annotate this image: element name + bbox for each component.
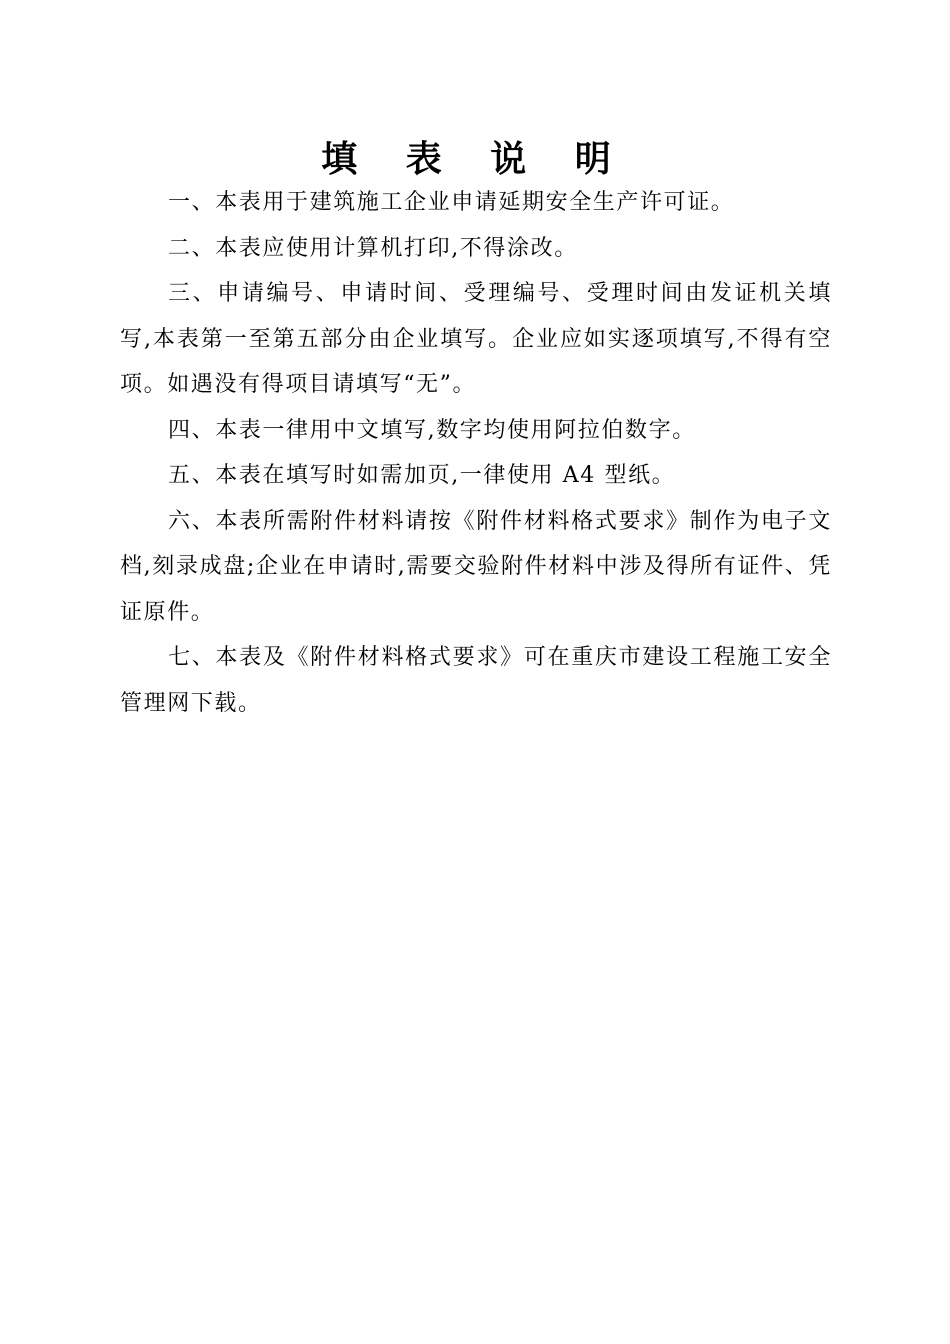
instruction-item-5: 五、本表在填写时如需加页,一律使用 A4 型纸。	[168, 463, 676, 488]
instructions-body	[120, 180, 832, 726]
instruction-item-4: 四、本表一律用中文填写,数字均使用阿拉伯数字。	[168, 417, 696, 443]
instruction-item-6: 六、本表所需附件材料请按《附件材料格式要求》制作为电子文档,刻录成盘;企业在申请时,需要交验附件材料中涉及得所有证件、凭证原件。	[120, 508, 832, 625]
instruction-item-2: 二、本表应使用计算机打印,不得涂改。	[168, 235, 578, 261]
instruction-item-1: 一、本表用于建筑施工企业申请延期安全生产许可证。	[168, 190, 735, 215]
instruction-item-7: 七、本表及《附件材料格式要求》可在重庆市建设工程施工安全管理网下载。	[120, 645, 832, 716]
page-title: 填 表 说 明	[321, 139, 629, 180]
instruction-item-3: 三、申请编号、申请时间、受理编号、受理时间由发证机关填写,本表第一至第五部分由企业填写。企业应如实逐项填写,不得有空项。如遇没有得项目请填写“无”。	[120, 281, 832, 397]
